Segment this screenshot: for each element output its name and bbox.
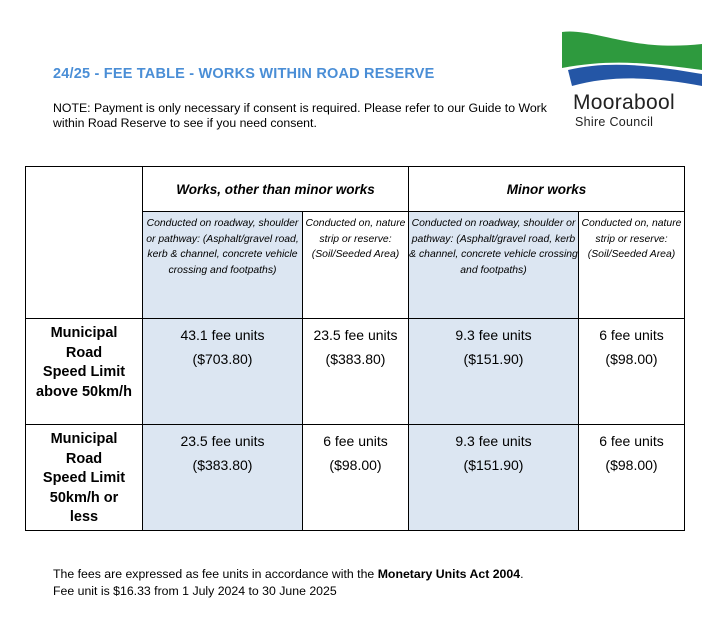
row-label-line2: Speed Limit 50km/h or less — [42, 470, 126, 525]
row-label-line1: Municipal Road — [50, 431, 118, 467]
table-row — [26, 425, 685, 531]
fee-amount: ($151.90) — [463, 351, 524, 367]
fee-amount: ($383.80) — [192, 457, 253, 473]
fee-units: 43.1 fee units — [180, 327, 265, 343]
fee-units: 23.5 fee units — [313, 327, 398, 343]
footer-notes — [53, 566, 523, 600]
row-label-50-or-less — [26, 425, 143, 531]
fee-units: 9.3 fee units — [455, 433, 532, 449]
sub-header-roadway: Conducted on roadway, shoulder or pathway: (Asphalt/gravel road, kerb & channel, concrete vehicle crossing and footpaths) — [143, 212, 303, 319]
group-header-minor-works: Minor works — [409, 167, 685, 212]
fee-units: 9.3 fee units — [455, 327, 532, 343]
fee-units: 23.5 fee units — [180, 433, 265, 449]
fee-amount: ($151.90) — [463, 457, 524, 473]
fee-amount: ($98.00) — [605, 457, 658, 473]
logo-subtitle: Shire Council — [575, 115, 654, 129]
fee-units: 6 fee units — [323, 433, 388, 449]
fee-cell — [303, 319, 409, 425]
sub-header-nature-strip: Conducted on, nature strip or reserve: (Soil/Seeded Area) — [303, 212, 409, 319]
fee-cell — [303, 425, 409, 531]
row-label-line1: Municipal Road — [50, 325, 118, 361]
act-name: Monetary Units Act 2004 — [377, 567, 521, 581]
footer-line-1 — [53, 566, 523, 583]
table-group-header-row — [26, 167, 685, 212]
fee-cell — [143, 319, 303, 425]
fee-amount: ($98.00) — [605, 351, 658, 367]
footer-line-2: Fee unit is $16.33 from 1 July 2024 to 30 June 2025 — [53, 584, 337, 598]
row-label-above-50 — [26, 319, 143, 425]
sub-header-nature-strip-minor: Conducted on, nature strip or reserve: (Soil/Seeded Area) — [579, 212, 685, 319]
row-label-line2: Speed Limit above 50km/h — [36, 364, 132, 400]
fee-amount: ($383.80) — [325, 351, 386, 367]
footer-text: The fees are expressed as fee units in accordance with the — [53, 567, 378, 581]
fee-units: 6 fee units — [599, 327, 664, 343]
fee-cell — [143, 425, 303, 531]
consent-note: NOTE: Payment is only necessary if consent is required. Please refer to our Guide to Work within Road Reserve to see if you need consent. — [53, 101, 547, 130]
table-corner-cell — [26, 167, 143, 319]
fee-cell — [579, 425, 685, 531]
page-title: 24/25 - FEE TABLE - WORKS WITHIN ROAD RESERVE — [53, 66, 435, 82]
footer-period: . — [520, 567, 524, 581]
sub-header-roadway-minor: Conducted on roadway, shoulder or pathway: (Asphalt/gravel road, kerb & channel, concrete vehicle crossing and footpaths) — [409, 212, 579, 319]
group-header-works: Works, other than minor works — [143, 167, 409, 212]
logo-name: Moorabool — [573, 91, 675, 114]
fee-cell — [409, 319, 579, 425]
fee-cell — [409, 425, 579, 531]
fee-units: 6 fee units — [599, 433, 664, 449]
fee-amount: ($703.80) — [192, 351, 253, 367]
fee-cell — [579, 319, 685, 425]
fee-amount: ($98.00) — [329, 457, 382, 473]
table-row — [26, 319, 685, 425]
fee-table — [25, 166, 685, 531]
